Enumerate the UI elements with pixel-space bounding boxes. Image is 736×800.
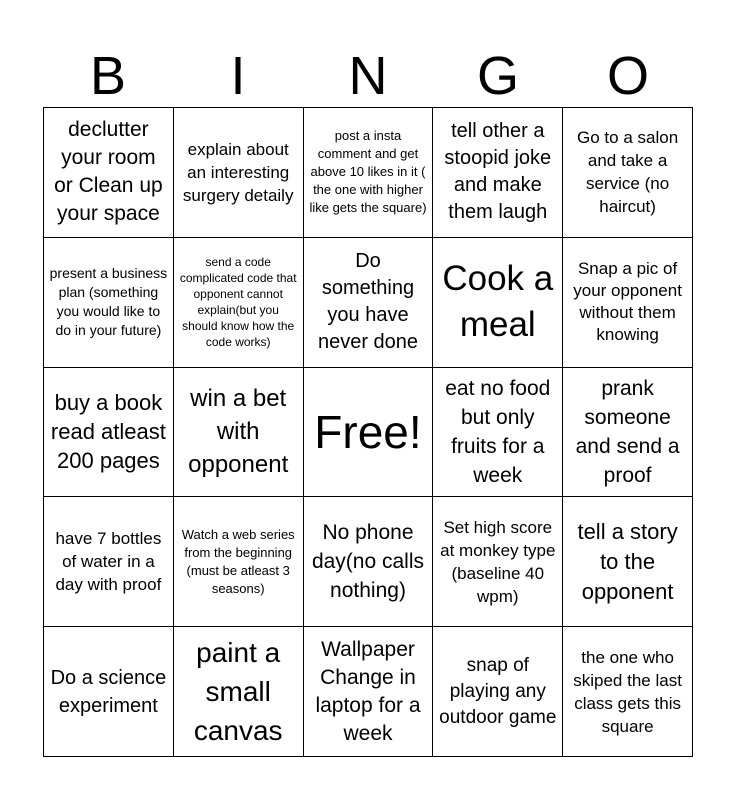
bingo-cell[interactable] [44, 497, 174, 627]
bingo-card [43, 107, 693, 757]
cell-text: Go to a salon and take a service (no haircut) [577, 128, 679, 217]
bingo-cell[interactable] [563, 497, 693, 627]
bingo-cell[interactable] [174, 368, 304, 498]
cell-text: buy a book read atleast 200 pages [50, 390, 166, 474]
cell-text: have 7 bottles of water in a day with proof [55, 529, 162, 595]
cell-text: prank someone and send a proof [575, 376, 680, 487]
cell-text: Set high score at monkey type (baseline 40 wpm) [440, 517, 556, 606]
cell-text: declutter your room or Clean up your space [54, 118, 163, 226]
cell-text: Wallpaper Change in laptop for a week [315, 637, 421, 745]
bingo-cell[interactable] [433, 497, 563, 627]
bingo-cell[interactable] [174, 238, 304, 368]
bingo-cell[interactable] [433, 627, 563, 757]
free-space-text: Free! [314, 405, 422, 458]
bingo-cell[interactable] [563, 108, 693, 238]
cell-text: post a insta comment and get above 10 likes in it ( the one with higher like gets the square) [309, 128, 427, 216]
header-letter-o: O [606, 46, 649, 106]
bingo-cell[interactable] [433, 238, 563, 368]
cell-text: Watch a web series from the beginning (must be atleast 3 seasons) [181, 526, 295, 596]
cell-text: tell other a stoopid joke and make them laugh [444, 120, 552, 224]
cell-text: Do something you have never done [317, 250, 419, 354]
cell-text: tell a story to the opponent [577, 518, 678, 604]
bingo-cell[interactable] [174, 497, 304, 627]
header-letter-b: B [89, 46, 127, 106]
bingo-cell[interactable] [174, 627, 304, 757]
cell-text: snap of playing any outdoor game [439, 654, 557, 728]
bingo-cell[interactable] [44, 108, 174, 238]
header-letter-i: I [230, 46, 246, 106]
bingo-cell[interactable] [304, 497, 434, 627]
bingo-cell[interactable] [563, 627, 693, 757]
cell-text: Do a science experiment [50, 666, 167, 717]
header-letter-g: G [476, 46, 519, 106]
bingo-cell[interactable] [563, 368, 693, 498]
cell-text: the one who skiped the last class gets this square [573, 647, 682, 736]
cell-text: No phone day(no calls nothing) [311, 521, 425, 603]
bingo-cell[interactable] [433, 108, 563, 238]
cell-text: eat no food but only fruits for a week [445, 376, 551, 487]
cell-text: Snap a pic of your opponent without them knowing [573, 259, 682, 345]
cell-text: send a code complicated code that opponent cannot explain(but you should know how the code works) [179, 255, 297, 350]
header-letter-n: N [348, 46, 388, 106]
free-space[interactable] [304, 368, 434, 498]
cell-text: paint a small canvas [193, 637, 283, 747]
bingo-cell[interactable] [433, 368, 563, 498]
bingo-cell[interactable] [174, 108, 304, 238]
cell-text: Cook a meal [442, 259, 554, 345]
bingo-cell[interactable] [304, 108, 434, 238]
cell-text: present a business plan (something you would like to do in your future) [49, 265, 168, 339]
bingo-cell[interactable] [44, 627, 174, 757]
bingo-cell[interactable] [44, 368, 174, 498]
cell-text: win a bet with opponent [188, 385, 289, 479]
bingo-cell[interactable] [304, 238, 434, 368]
bingo-cell[interactable] [563, 238, 693, 368]
bingo-cell[interactable] [304, 627, 434, 757]
bingo-header [43, 44, 693, 108]
bingo-cell[interactable] [44, 238, 174, 368]
cell-text: explain about an interesting surgery detaily [182, 139, 294, 205]
